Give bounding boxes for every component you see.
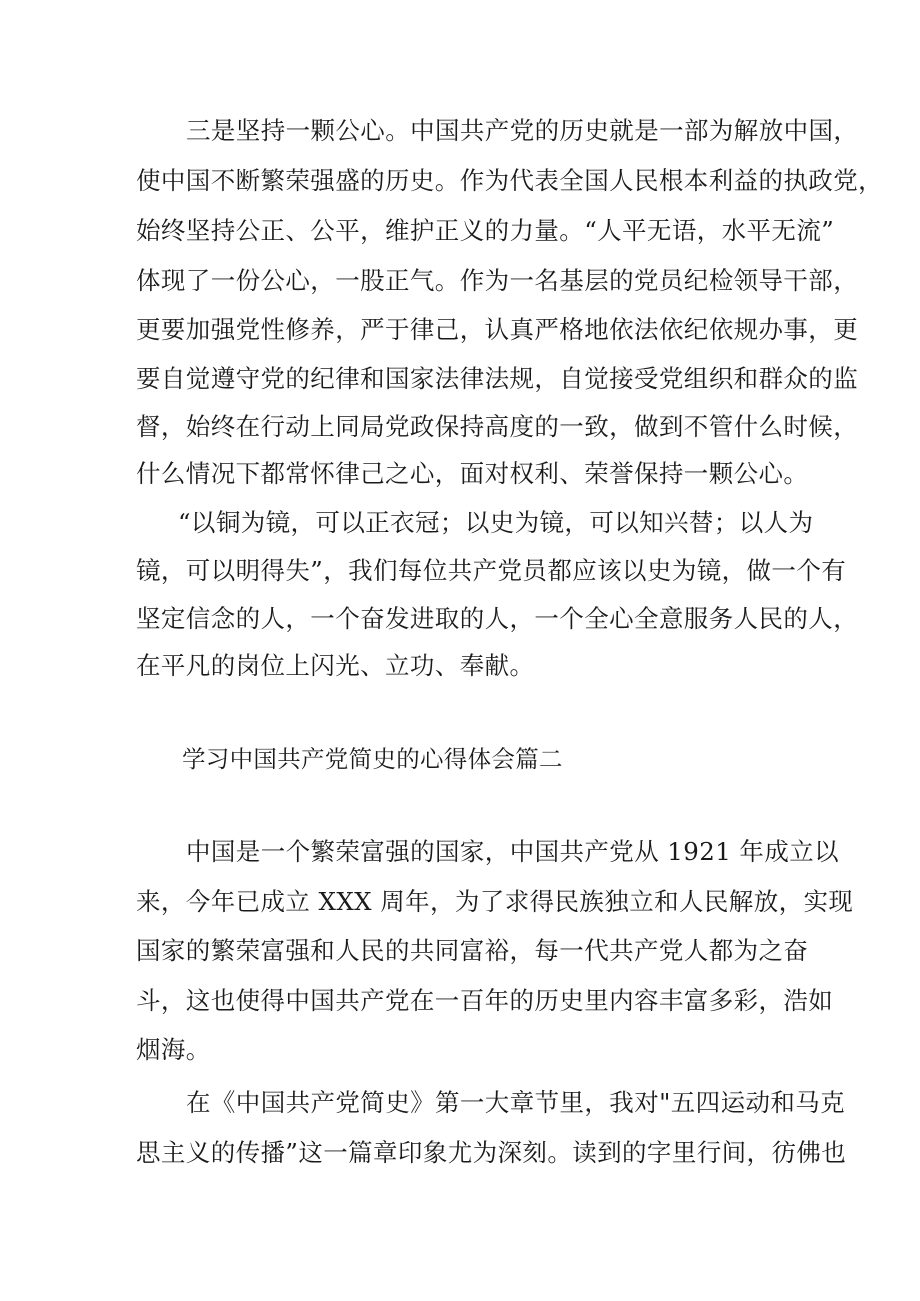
text-line: “以铜为镜，可以正衣冠；以史为镜，可以知兴替；以人为 (178, 508, 814, 537)
text-line: 在《中国共产党简史》第一大章节里，我对"五四运动和马克 (186, 1088, 846, 1117)
text-line: 更要加强党性修养，严于律己，认真严格地依法依纪依规办事，更 (136, 315, 859, 344)
text-line: 中国是一个繁荣富强的国家，中国共产党从 1921 年成立以 (186, 837, 840, 866)
text-line: 思主义的传播”这一篇章印象尤为深刻。读到的字里行间，彷佛也 (136, 1138, 847, 1167)
text-line: 使中国不断繁荣强盛的历史。作为代表全国人民根本利益的执政党， (136, 166, 883, 195)
section-heading: 学习中国共产党简史的心得体会篇二 (182, 745, 563, 773)
text-line: 督，始终在行动上同局党政保持高度的一致，做到不管什么时候， (136, 412, 859, 441)
text-line: 体现了一份公心，一股正气。作为一名基层的党员纪检领导干部， (136, 266, 859, 295)
text-line: 国家的繁荣富强和人民的共同富裕，每一代共产党人都为之奋 (136, 936, 809, 965)
text-line: 要自觉遵守党的纪律和国家法律法规，自觉接受党组织和群众的监 (136, 364, 859, 393)
text-line: 烟海。 (136, 1035, 211, 1064)
text-line: 什么情况下都常怀律己之心，面对权利、荣誉保持一颗公心。 (136, 459, 809, 488)
text-line: 来，今年已成立 XXX 周年，为了求得民族独立和人民解放，实现 (136, 887, 854, 916)
text-line: 始终坚持公正、公平，维护正义的力量。“人平无语，水平无流” (136, 216, 835, 245)
text-line: 在平凡的岗位上闪光、立功、奉献。 (136, 651, 535, 680)
text-line: 镜，可以明得失”，我们每位共产党员都应该以史为镜，做一个有 (136, 556, 847, 585)
text-line: 坚定信念的人，一个奋发进取的人，一个全心全意服务人民的人， (136, 604, 859, 633)
text-line: 三是坚持一颗公心。中国共产党的历史就是一部为解放中国， (186, 116, 859, 145)
text-line: 斗，这也使得中国共产党在一百年的历史里内容丰富多彩，浩如 (136, 986, 834, 1015)
